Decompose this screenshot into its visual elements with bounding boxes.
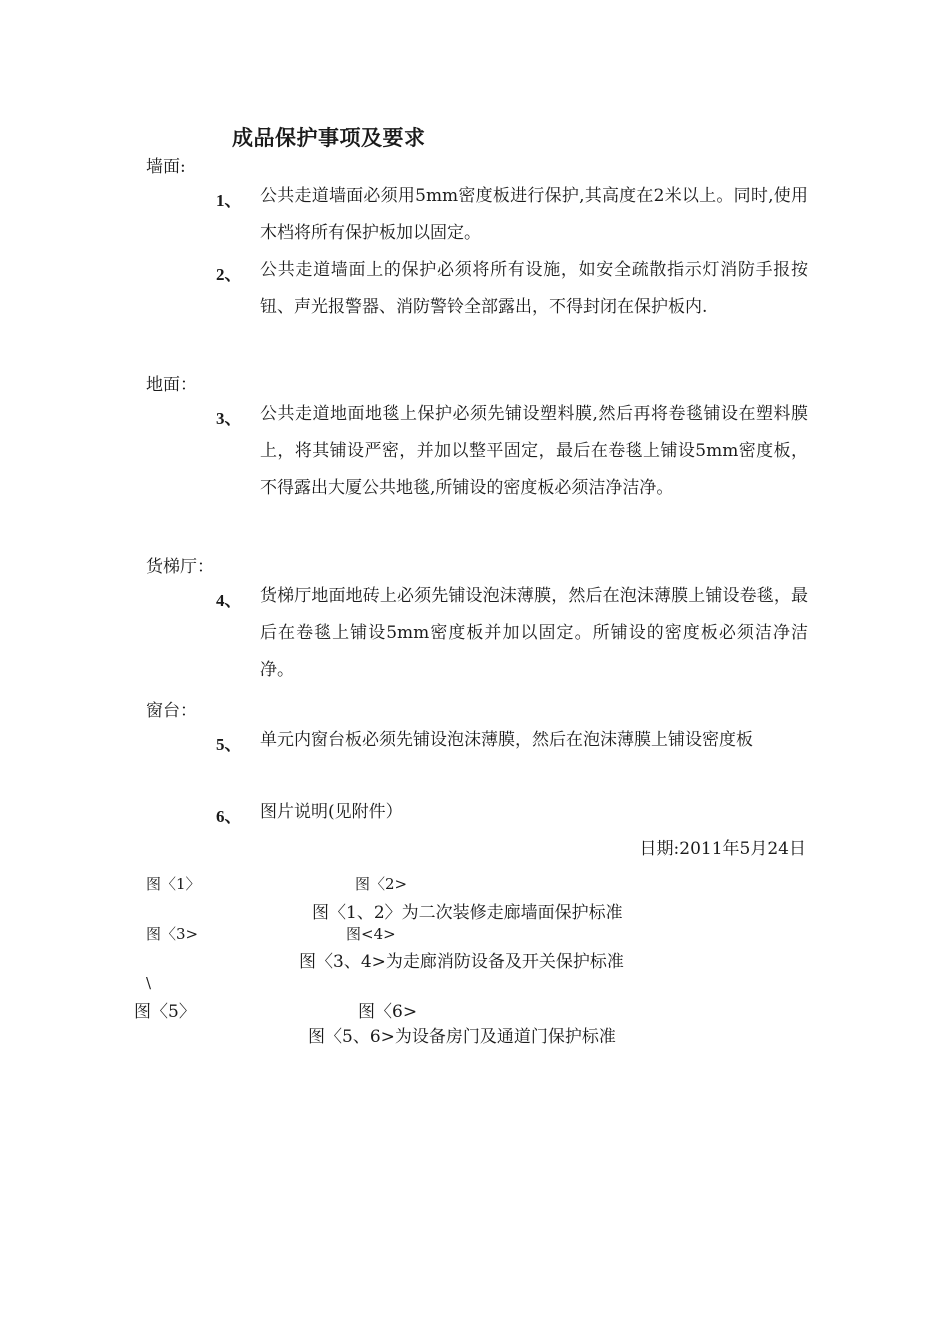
item-number-6: 6、 [216, 807, 242, 826]
figure-label-5: 图〈5〉 [134, 1002, 196, 1022]
item-number-1: 1、 [216, 191, 242, 210]
item-number-4: 4、 [216, 591, 242, 610]
figure-label-2: 图〈2> [355, 875, 408, 893]
backslash-mark: \ [146, 974, 152, 992]
item-text-1: 公共走道墙面必须用5mm密度板进行保护,其高度在2米以上。同时,使用木档将所有保护板加以固定。 [260, 186, 808, 243]
item-text-3: 公共走道地面地毯上保护必须先铺设塑料膜,然后再将卷毯铺设在塑料膜上，将其铺设严密，并加以整平固定，最后在卷毯上铺设5mm密度板，不得露出大厦公共地毯,所铺设的密度板必须洁净洁净。 [260, 404, 808, 498]
section-heading-lift-hall: 货梯厅： [146, 557, 214, 577]
item-number-3: 3、 [216, 409, 242, 428]
document-date: 日期:2011年5月24日 [639, 839, 806, 859]
item-text-2: 公共走道墙面上的保护必须将所有设施，如安全疏散指示灯消防手报按钮、声光报警器、消防警铃全部露出，不得封闭在保护板内. [260, 260, 808, 317]
figure-label-1: 图〈1〉 [146, 875, 201, 893]
item-text-5: 单元内窗台板必须先铺设泡沫薄膜，然后在泡沫薄膜上铺设密度板 [260, 730, 753, 750]
document-title: 成品保护事项及要求 [232, 126, 426, 150]
section-heading-window: 窗台： [146, 701, 197, 721]
item-number-5: 5、 [216, 735, 242, 754]
section-heading-floor: 地面： [146, 375, 197, 395]
item-text-4: 货梯厅地面地砖上必须先铺设泡沫薄膜，然后在泡沫薄膜上铺设卷毯，最后在卷毯上铺设5mm密度板并加以固定。所铺设的密度板必须洁净洁净。 [260, 586, 808, 680]
figure-caption-1-2: 图〈1、2〉为二次装修走廊墙面保护标准 [312, 903, 623, 923]
figure-label-6: 图〈6> [358, 1002, 418, 1022]
section-heading-wall: 墙面: [146, 157, 186, 177]
figure-caption-5-6: 图〈5、6>为设备房门及通道门保护标准 [308, 1027, 616, 1047]
figure-caption-3-4: 图〈3、4>为走廊消防设备及开关保护标准 [299, 952, 624, 972]
figure-label-3: 图〈3> [146, 925, 199, 943]
figure-label-4: 图<4> [346, 925, 396, 943]
item-text-6: 图片说明(见附件） [260, 802, 403, 822]
item-number-2: 2、 [216, 265, 242, 284]
